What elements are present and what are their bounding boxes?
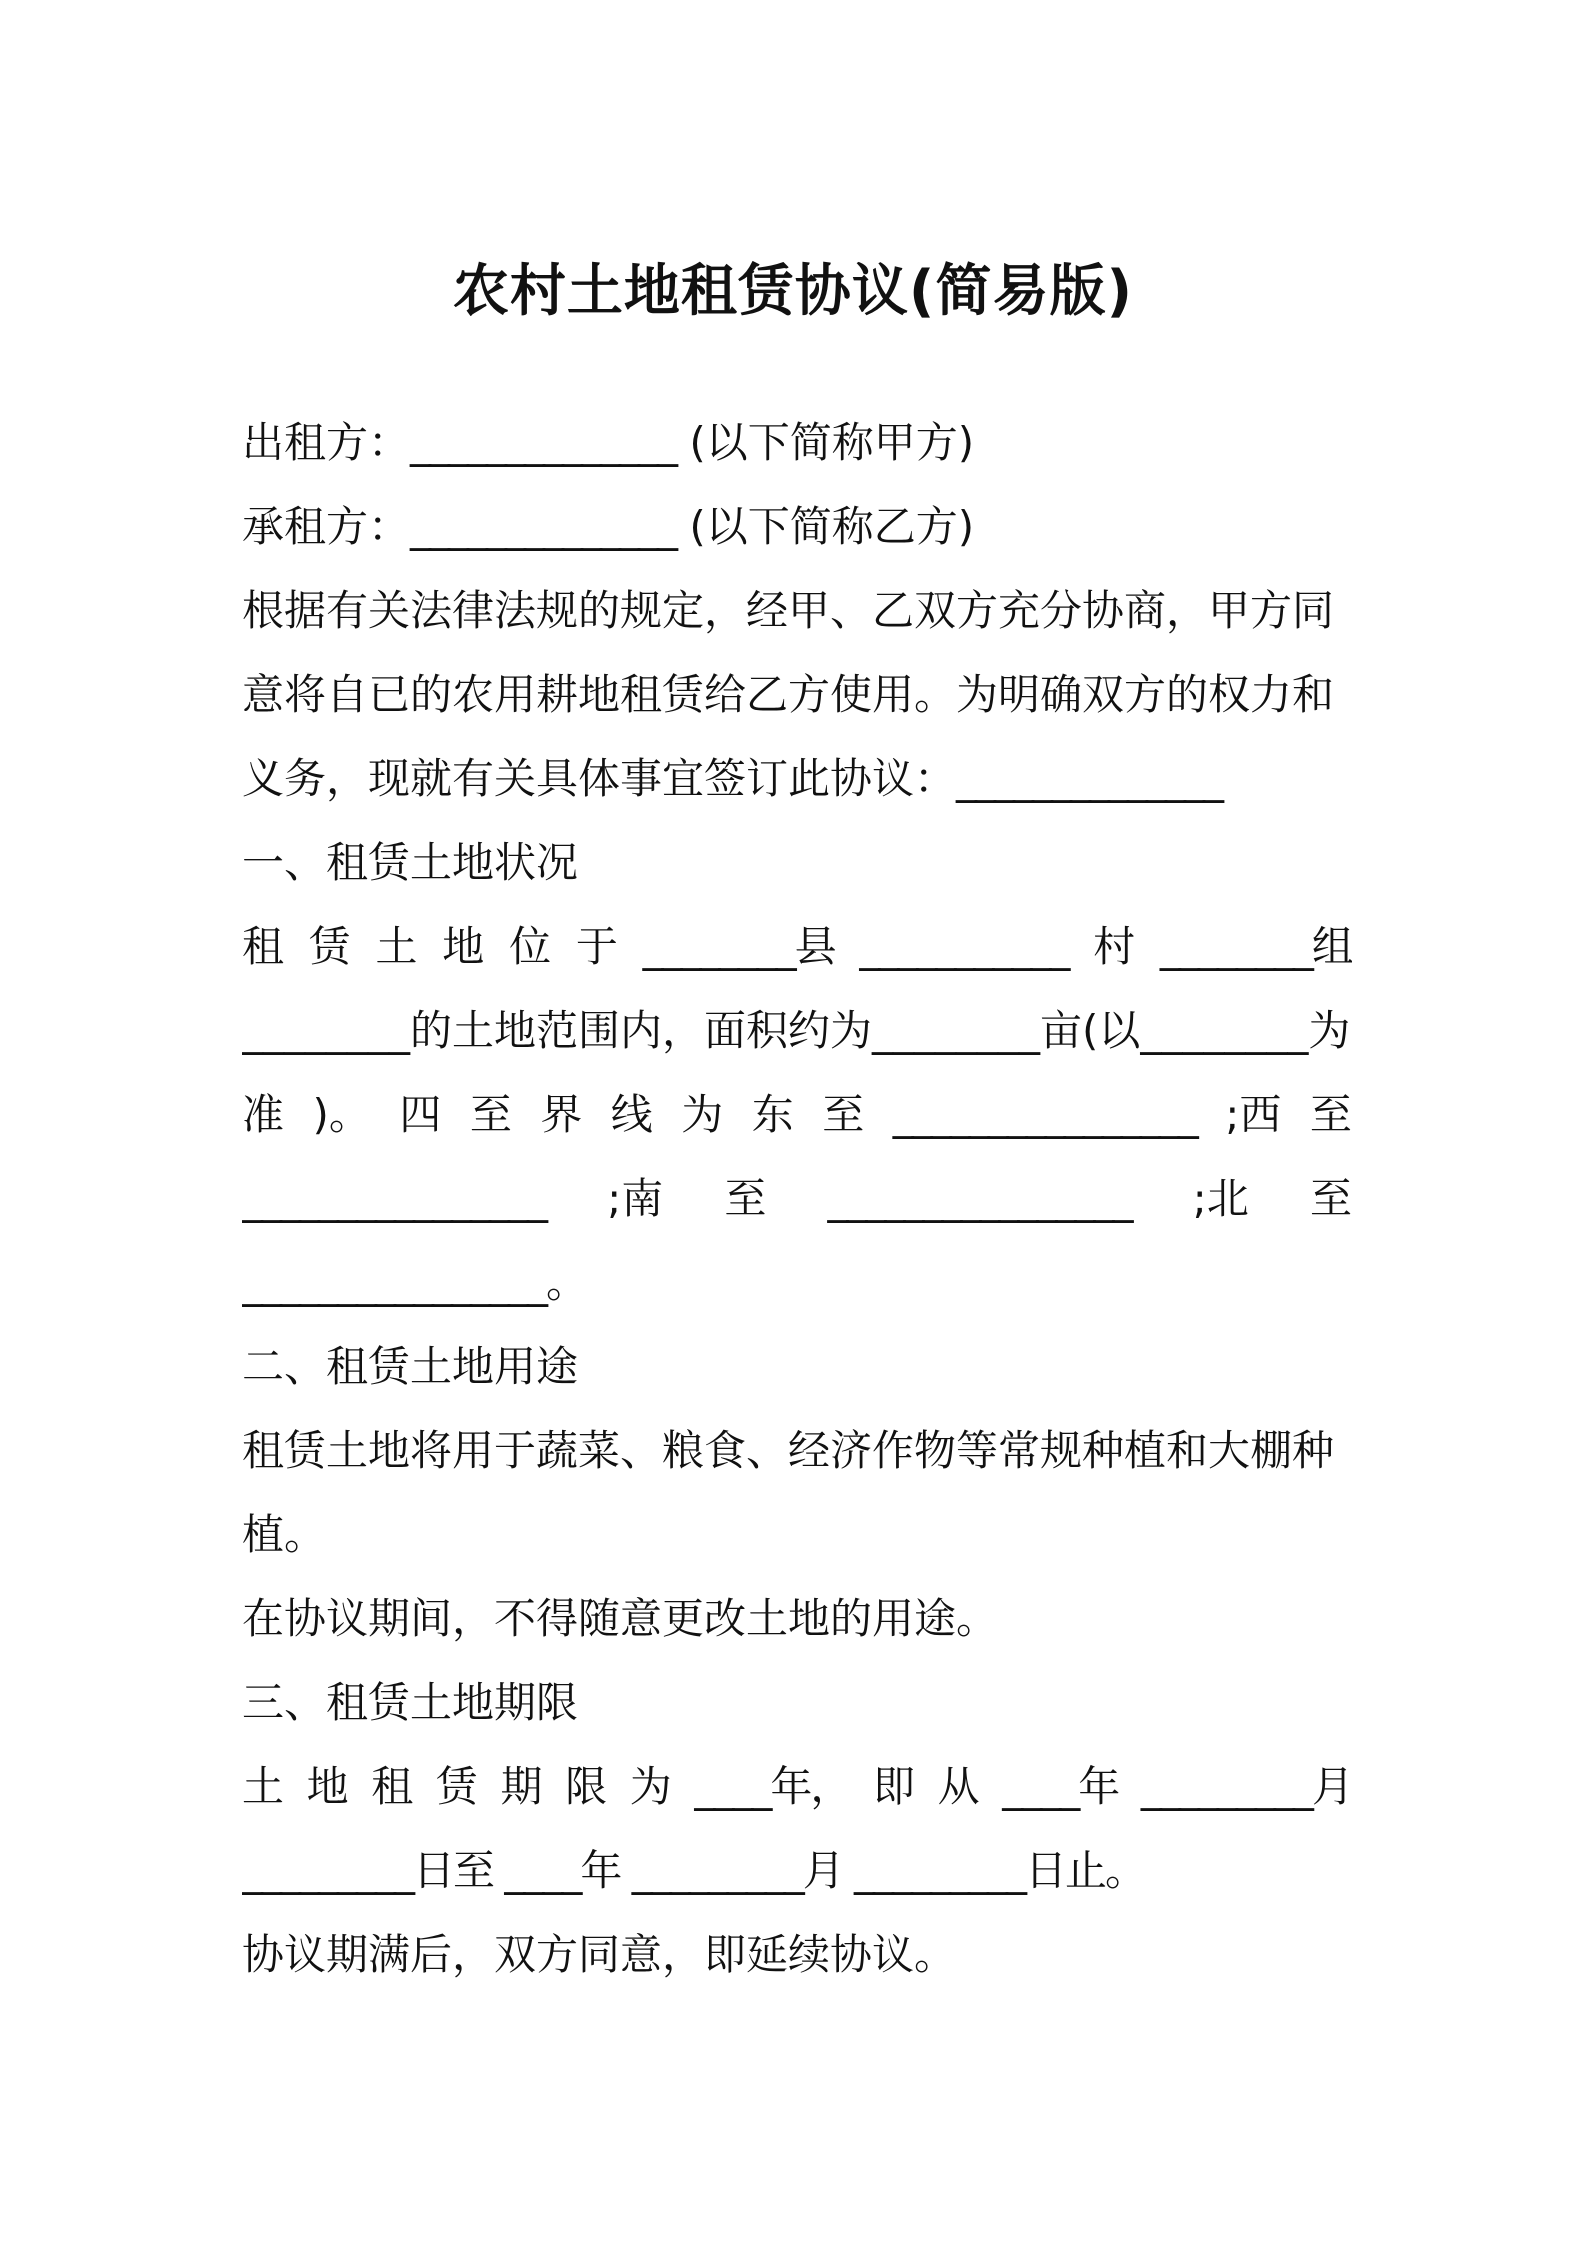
- county-blank: ________县: [642, 922, 835, 971]
- document-title: 农村土地租赁协议(简易版): [452, 259, 1134, 324]
- east-boundary-blank: ________________: [892, 1090, 1197, 1139]
- village-blank: ___________: [859, 922, 1069, 971]
- term-dates-text: _________日至 ____年 _________月 _________日止。: [242, 1846, 1146, 1895]
- section3-l1-token: 期: [500, 1762, 543, 1811]
- start-year-blank: ____年: [1002, 1762, 1119, 1811]
- group-blank: ________组: [1159, 922, 1352, 971]
- lessor-blank: ______________: [410, 418, 677, 467]
- section2-para1-line2: 植。: [242, 1510, 327, 1559]
- section3-l1-token: 即: [873, 1762, 916, 1811]
- section1-l3-token: 线: [610, 1090, 653, 1139]
- section1-l4-token: ;南: [607, 1174, 664, 1223]
- section3-heading: 三、租赁土地期限: [242, 1678, 579, 1727]
- term-years-blank: ____年，: [694, 1762, 851, 1811]
- section3-l1-token: 地: [306, 1762, 349, 1811]
- section3-line-1: [242, 1749, 1352, 1825]
- lessor-note: (以下简称甲方): [689, 418, 975, 467]
- section1-l3-token: )。: [312, 1090, 371, 1139]
- section3-l1-token: 从: [937, 1762, 980, 1811]
- start-month-blank: _________月: [1140, 1762, 1352, 1811]
- section1-l1-token: 地: [442, 922, 485, 971]
- section1-line-4: [242, 1161, 1352, 1237]
- section1-l1-token: 位: [509, 922, 552, 971]
- section1-l3-token: 界: [540, 1090, 583, 1139]
- section3-l1-token: 租: [371, 1762, 414, 1811]
- section3-para2: 协议期满后，双方同意，即延续协议。: [242, 1930, 957, 1979]
- section1-l1-token: 于: [575, 922, 618, 971]
- section3-l1-token: 赁: [435, 1762, 478, 1811]
- section2-para2: 在协议期间，不得随意更改土地的用途。: [242, 1594, 999, 1643]
- section1-line-3: [242, 1077, 1352, 1153]
- section1-l3-token: 四: [399, 1090, 442, 1139]
- section1-l3-token: 至: [822, 1090, 865, 1139]
- section3-l1-token: 土: [242, 1762, 285, 1811]
- section1-l3-token: 东: [751, 1090, 794, 1139]
- south-boundary-blank: ________________: [827, 1174, 1132, 1223]
- section1-l1-token: 村: [1093, 922, 1136, 971]
- section1-l3-token: 至: [1309, 1090, 1352, 1139]
- section1-l3-token: ;西: [1225, 1090, 1282, 1139]
- section1-l1-token: 赁: [308, 922, 351, 971]
- section1-heading: 一、租赁土地状况: [242, 838, 579, 887]
- section3-line-2: [242, 1833, 1352, 1909]
- section1-l4-token: 至: [1309, 1174, 1352, 1223]
- section1-line-2: [242, 993, 1352, 1069]
- section1-line-5: [242, 1245, 1352, 1321]
- section1-l4-token: ;北: [1192, 1174, 1249, 1223]
- preamble-line-3-text: 义务，现就有关具体事宜签订此协议：: [242, 754, 957, 803]
- section3-l1-token: 为: [629, 1762, 672, 1811]
- lessee-line: [242, 489, 1352, 565]
- lessee-label: 承租方：: [242, 502, 411, 551]
- north-boundary-blank: ________________。: [242, 1258, 587, 1307]
- section1-l3-token: 准: [242, 1090, 285, 1139]
- west-boundary-blank: ________________: [242, 1174, 546, 1223]
- lessee-blank: ______________: [410, 502, 677, 551]
- preamble-line-3: [242, 741, 1352, 817]
- section1-l1-token: 租: [242, 922, 285, 971]
- lessee-note: (以下简称乙方): [689, 502, 975, 551]
- preamble-line-1: 根据有关法律法规的规定，经甲、乙双方充分协商，甲方同: [242, 586, 1335, 635]
- agreement-blank: ______________: [956, 754, 1223, 803]
- section2-heading: 二、租赁土地用途: [242, 1342, 579, 1391]
- section1-line-1: [242, 909, 1352, 985]
- lessor-line: [242, 405, 1352, 481]
- section2-para1-line1: 租赁土地将用于蔬菜、粮食、经济作物等常规种植和大棚种: [242, 1426, 1335, 1475]
- lessor-label: 出租方：: [242, 418, 411, 467]
- section1-l3-token: 至: [469, 1090, 512, 1139]
- section1-l3-token: 为: [681, 1090, 724, 1139]
- section3-l1-token: 限: [565, 1762, 608, 1811]
- section1-l4-token: 至: [724, 1174, 767, 1223]
- area-text: ________的土地范围内，面积约为________亩(以________为: [242, 1006, 1351, 1055]
- section1-l1-token: 土: [375, 922, 418, 971]
- preamble-line-2: 意将自已的农用耕地租赁给乙方使用。为明确双方的权力和: [242, 670, 1335, 719]
